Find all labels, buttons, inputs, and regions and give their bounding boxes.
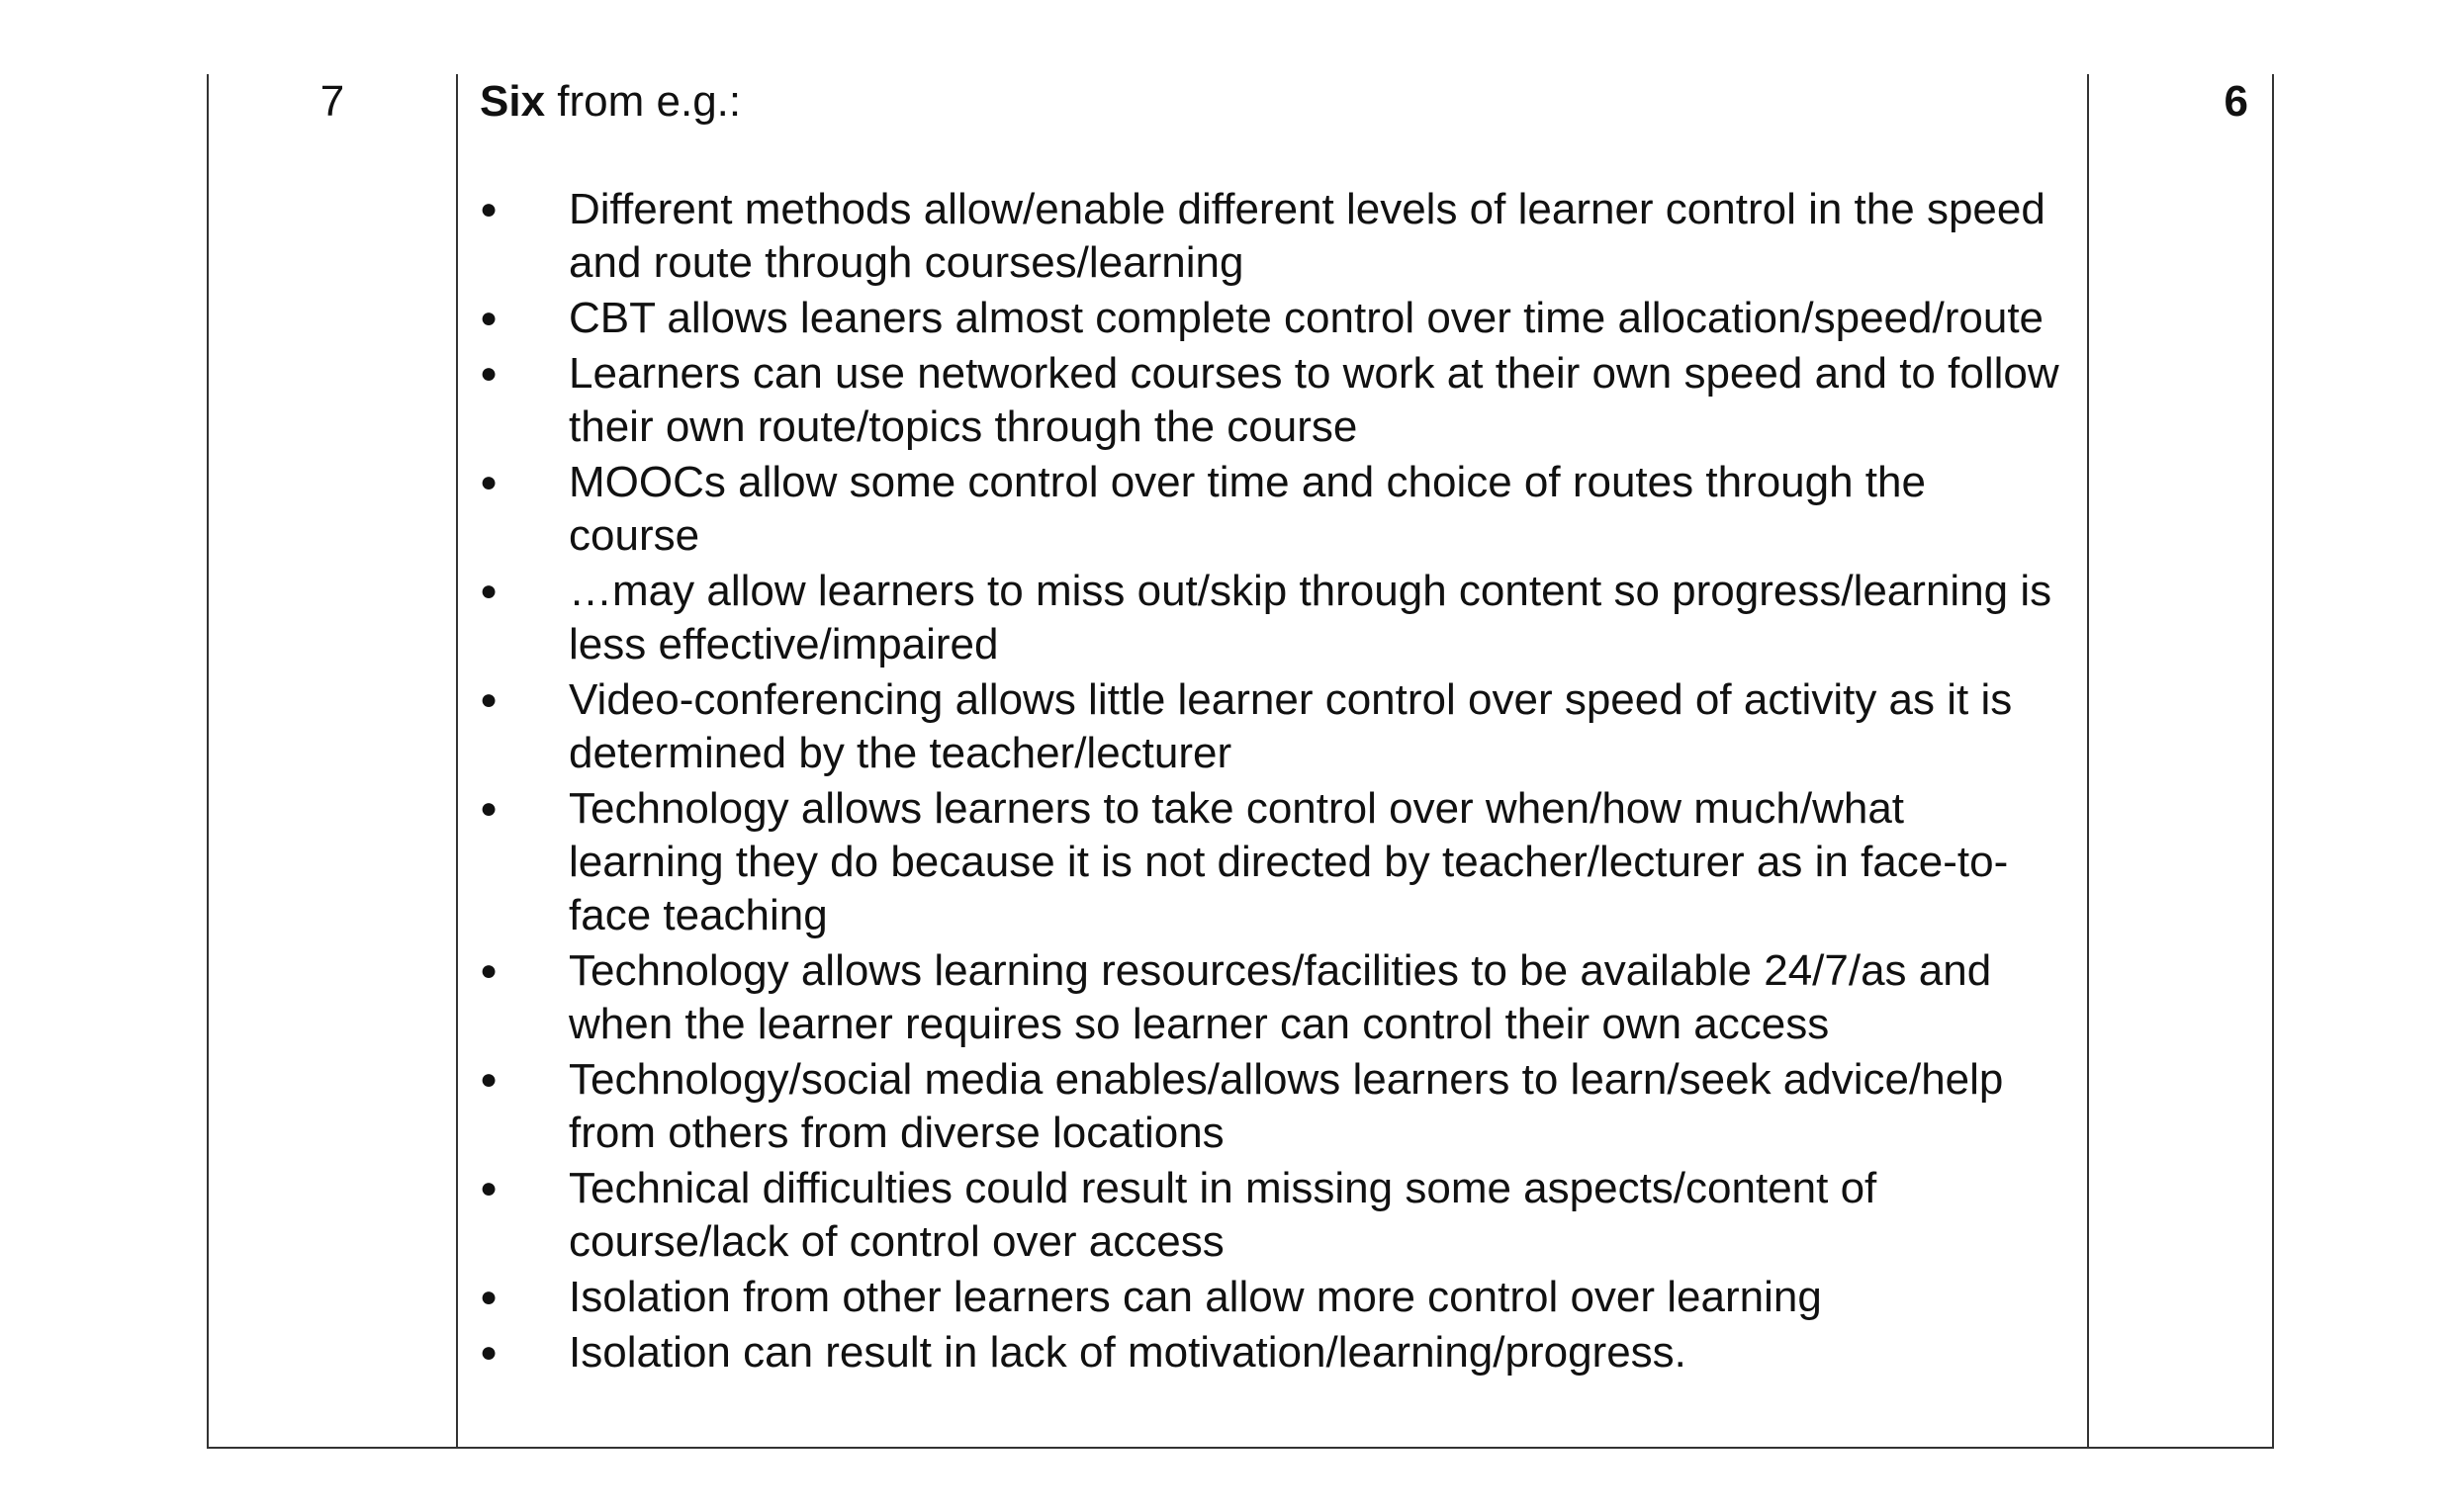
- bullet-icon: ●: [480, 1172, 499, 1204]
- answer-point-text: Video-conferencing allows little learner control over speed of activity as it is determined by the teacher/lecturer: [569, 675, 2013, 777]
- bullet-icon: ●: [480, 466, 499, 498]
- answer-point: [480, 456, 2062, 563]
- answer-point: [480, 347, 2062, 454]
- bullet-icon: ●: [480, 683, 499, 716]
- answer-intro-bold: Six: [480, 77, 546, 126]
- answer-point: [480, 1162, 2062, 1269]
- answer-point-text: Technical difficulties could result in missing some aspects/content of course/lack of control over access: [569, 1164, 1877, 1266]
- answer-point-text: CBT allows leaners almost complete control over time allocation/speed/route: [569, 294, 2045, 342]
- answer-point-text: …may allow learners to miss out/skip through content so progress/learning is less effective/impaired: [569, 567, 2052, 668]
- answer-point: [480, 292, 2062, 345]
- bullet-icon: ●: [480, 1336, 499, 1369]
- question-number: 7: [319, 77, 345, 126]
- mark-scheme-table: [207, 74, 2274, 1449]
- answer-point-text: Isolation from other learners can allow more control over learning: [569, 1273, 1822, 1321]
- bullet-icon: ●: [480, 1063, 499, 1096]
- answer-point: [480, 1271, 2062, 1324]
- answer-intro-rest: from e.g.:: [545, 77, 742, 126]
- bullet-icon: ●: [480, 954, 499, 987]
- bullet-icon: ●: [480, 357, 499, 390]
- bullet-icon: ●: [480, 1281, 499, 1313]
- answer-point: [480, 183, 2062, 290]
- answer-cell: [480, 76, 2062, 1381]
- answer-point-text: Technology allows learning resources/facilities to be available 24/7/as and when the learner requires so learner can control their own access: [569, 946, 1992, 1048]
- column-divider-right: [2087, 74, 2089, 1447]
- answer-point: [480, 673, 2062, 780]
- bullet-icon: ●: [480, 575, 499, 607]
- answer-point-text: Learners can use networked courses to work at their own speed and to follow their own route/topics through the course: [569, 349, 2059, 451]
- answer-point-text: Isolation can result in lack of motivation/learning/progress.: [569, 1328, 1686, 1377]
- column-divider-left: [456, 74, 458, 1447]
- answer-point-text: MOOCs allow some control over time and choice of routes through the course: [569, 458, 1926, 560]
- bullet-icon: ●: [480, 302, 499, 334]
- answer-point-text: Technology/social media enables/allows learners to learn/seek advice/help from others from diverse locations: [569, 1055, 2004, 1157]
- answer-point: [480, 565, 2062, 671]
- answer-points-list: [480, 183, 2062, 1379]
- answer-point-text: Technology allows learners to take control over when/how much/what learning they do because it is not directed by teacher/lecturer as in face-to-face teaching: [569, 784, 2009, 939]
- answer-point: [480, 782, 2062, 942]
- marks-value: 6: [2224, 77, 2248, 126]
- answer-point-text: Different methods allow/enable different levels of learner control in the speed and route through courses/learning: [569, 185, 2045, 287]
- answer-point: [480, 944, 2062, 1051]
- bullet-icon: ●: [480, 792, 499, 825]
- bullet-icon: ●: [480, 193, 499, 225]
- answer-point: [480, 1053, 2062, 1160]
- answer-point: [480, 1326, 2062, 1379]
- answer-intro: [480, 76, 2062, 128]
